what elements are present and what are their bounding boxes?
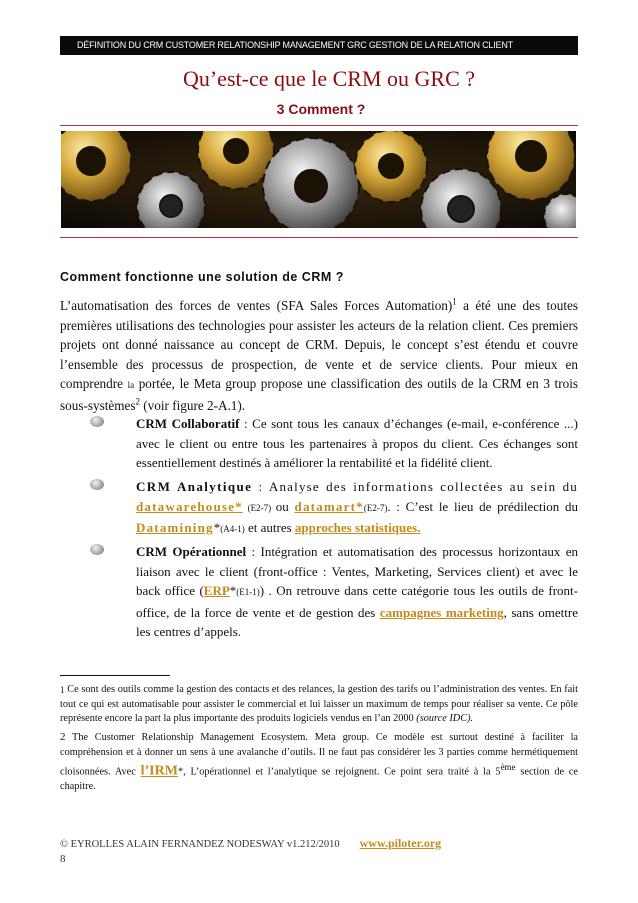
title-rule [60, 125, 578, 126]
footnote-rule [60, 675, 170, 676]
ref-datamining: (A4-1) [220, 524, 245, 534]
footnote-ref-2[interactable]: 2 [135, 396, 140, 407]
bullet-term: CRM Analytique [136, 479, 253, 494]
image-rule [60, 237, 578, 238]
intro-small-la: la [127, 380, 135, 391]
bullet-body: : Ce sont tous les canaux d’échanges (e-mail, e-conférence ...) avec le client ou entre tous les partenaires à propos du client. Ces échanges sont essentiellement destinés à améliorer la rentabilité et la fidélité client. [136, 416, 578, 470]
gears-illustration [61, 131, 576, 228]
link-star: * [229, 583, 237, 598]
bullet-body-3: . : C’est le lieu de prédilection du [387, 498, 578, 514]
bullet-term: CRM Opérationnel [136, 544, 247, 559]
intro-paragraph [60, 296, 578, 416]
ref-datawarehouse: (E2-7) [242, 502, 276, 513]
bullet-icon [90, 544, 104, 555]
bullet-body-1: : Intégration et automatisation des processus horizontaux en liaison avec le client (front-office : Ventes, Marketing, Services client) et avec le back office ( [136, 544, 578, 598]
intro-text-1: L’automatisation des forces de ventes (SFA Sales Forces Automation) [60, 298, 453, 313]
website-link[interactable]: www.piloter.org [359, 836, 442, 850]
footnote-1-source: (source IDC). [416, 713, 474, 725]
bullet-body-3: , sans omettre les centres d’appels. [136, 604, 578, 639]
bullet-body-2: ) . On retrouve dans cette catégorie tous les outils de front-office, de la force de vente et de gestion des [136, 583, 578, 620]
section-heading: Comment fonctionne une solution de CRM ? [60, 270, 344, 284]
bullet-term: CRM Collaboratif [136, 416, 240, 431]
link-approches-statistiques[interactable]: approches statistiques. [294, 520, 421, 535]
bullet-icon [90, 416, 104, 427]
header-banner: DÉFINITION DU CRM CUSTOMER RELATIONSHIP MANAGEMENT GRC GESTION DE LA RELATION CLIENT [60, 36, 578, 55]
bullet-body-1: : Analyse des informations collectées au sein du [252, 479, 578, 494]
page-subtitle: 3 Comment ? [276, 101, 366, 117]
footnote-2-sup: ème [500, 762, 516, 773]
bullet-icon [90, 479, 104, 490]
footnote-2-text-2: *, L’opérationnel et l’analytique se rejoignent. Ce point sera traité à la 5 [177, 766, 501, 778]
footnote-2-number: 2 [60, 731, 66, 743]
bullet-body-4: et autres [244, 520, 295, 535]
footnote-1 [60, 683, 578, 727]
intro-text-4: (voir figure 2-A.1). [139, 397, 246, 413]
link-star: * [213, 520, 221, 535]
page-title: Qu’est-ce que le CRM ou GRC ? [182, 66, 476, 91]
page-footer [60, 836, 441, 851]
footnote-ref-1[interactable]: 1 [452, 296, 457, 307]
footnote-2 [60, 730, 578, 795]
link-datamining[interactable]: Datamining [136, 520, 214, 535]
link-irm[interactable]: l’IRM [140, 763, 178, 779]
link-datawarehouse[interactable]: datawarehouse* [136, 498, 243, 514]
link-erp[interactable]: ERP [203, 583, 230, 598]
ref-datamart: (E2-7) [363, 502, 388, 513]
footer-credit: © EYROLLES ALAIN FERNANDEZ NODESWAY v1.212/2010 [60, 839, 340, 850]
page-number: 8 [60, 853, 66, 865]
bullet-body-2: ou [275, 498, 295, 514]
intro-text-3: portée, le Meta group propose une classification des outils de la CRM en 3 trois sous-systèmes [60, 376, 578, 413]
bullet-collaboratif-text [136, 414, 578, 473]
link-datamart[interactable]: datamart* [294, 498, 364, 514]
link-campagnes-marketing[interactable]: campagnes marketing [379, 604, 504, 620]
footnote-2-text-3: section de ce chapitre. [60, 766, 579, 793]
bullet-analytique-text [136, 477, 578, 540]
gears-image [61, 131, 576, 228]
ref-erp: (E1-1) [236, 587, 260, 597]
footnote-1-number: 1 [60, 685, 65, 695]
bullet-operationnel-text [136, 542, 578, 642]
intro-text-2: a été une des toutes premières utilisations des technologies pour assister les acteurs de la relation client. Ces premiers projets ont donné naissance au concept de CRM. Depuis, le concept s’est étendu et couvre l’ensemble des processus de prospection, de vente et de service clients. Pour mieux en comprendre [60, 298, 578, 392]
footnote-1-text: Ce sont des outils comme la gestion des contacts et des relances, la gestion des tarifs ou l’administration des ventes. En fait tout ce qui est automatisable pour assister le commercial et lui laisser un maximum de temps pour réaliser sa vente. Ce pôle représente encore la part la plus importante des produits logiciels vendus en l’an 2000 [60, 684, 578, 725]
footnote-2-text-1: The Customer Relationship Management Ecosystem. Meta group. Ce modèle est surtout destiné à faciliter la compréhension et à donner un sens à une avalanche d’outils. Il ne faut pas considérer les 3 parties comme hermétiquement cloisonnées. Avec [60, 732, 578, 778]
